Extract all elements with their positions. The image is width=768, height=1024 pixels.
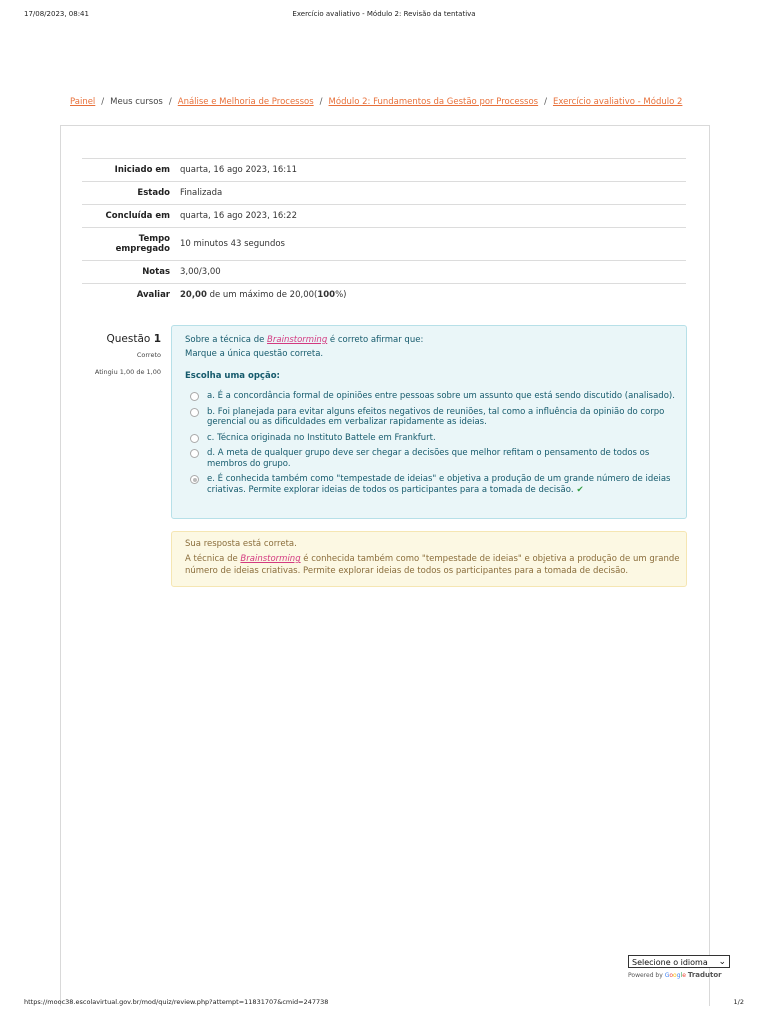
feedback-text-part: é conhecida também como "tempestade de ideias" e objetiva a produção de um grande número de ideias criativas. Permite explorar ideias de todos os participantes para a tomada de decisão. [185,554,680,576]
print-datetime: 17/08/2023, 08:41 [24,10,89,18]
grade-max: de um máximo de 20,00( [206,290,318,300]
answer-list [187,388,677,495]
answer-text: a. É a concordância formal de opiniões entre pessoas sobre um assunto que está sendo discutido (analisado). [207,391,675,401]
summary-row-state [82,182,686,205]
answer-option-a[interactable] [187,391,677,402]
radio-button-selected[interactable] [190,475,199,484]
summary-value: quarta, 16 ago 2023, 16:22 [180,211,297,221]
answer-feedback [171,531,687,587]
radio-button[interactable] [190,449,199,458]
feedback-status: Sua resposta está correta. [185,539,297,549]
language-select[interactable] [628,955,730,968]
powered-by [628,971,732,979]
summary-label: Tempo empregado [115,234,170,254]
print-title: Exercício avaliativo - Módulo 2: Revisão da tentativa [292,10,476,18]
breadcrumb-item-meus-cursos: Meus cursos [110,97,163,107]
breadcrumb-separator: / [168,97,172,107]
answer-option-c[interactable] [187,433,677,444]
question-text-emphasis: Brainstorming [267,335,328,345]
answer-option-b[interactable] [187,407,677,428]
google-logo: Google [664,972,686,979]
answer-option-e[interactable] [187,474,677,495]
answer-prompt: Escolha uma opção: [185,371,280,381]
feedback-text-emphasis: Brainstorming [240,554,301,564]
summary-row-marks [82,261,686,284]
answer-text: c. Técnica originada no Instituto Battele em Frankfurt. [207,432,436,443]
answer-text: d. A meta de qualquer grupo deve ser chegar a decisões que melhor refitam o pensamento de todos os membros do grupo. [207,448,650,469]
breadcrumb [70,97,728,107]
breadcrumb-separator: / [101,97,105,107]
grade-score: 20,00 [180,290,207,300]
grade-percent: 100 [317,290,336,300]
question-text-part: é correto afirmar que: [327,335,424,345]
question-info [81,333,161,376]
language-select-label: Selecione o idioma [632,958,708,967]
question-text-part: Sobre a técnica de [185,335,268,345]
question-label: Questão [106,333,151,345]
breadcrumb-link-painel[interactable]: Painel [70,97,96,107]
translate-product: Tradutor [687,971,722,979]
summary-value [180,284,686,307]
question-formulation [171,325,687,519]
summary-value: 10 minutos 43 segundos [180,239,285,249]
radio-button[interactable] [190,392,199,401]
summary-value: quarta, 16 ago 2023, 16:11 [180,165,297,175]
breadcrumb-link-module[interactable]: Módulo 2: Fundamentos da Gestão por Processos [328,97,539,107]
breadcrumb-link-course[interactable]: Análise e Melhoria de Processos [177,97,314,107]
question-number-value: 1 [153,333,161,345]
radio-button[interactable] [190,408,199,417]
question-state: Correto [136,351,161,359]
powered-by-label: Powered by [628,972,663,979]
print-page-number: 1/2 [733,998,744,1006]
answer-text: b. Foi planejada para evitar alguns efeitos negativos de reuniões, tal como a influência da opinião do corpo gerencial ou as dificuldades em verbalizar rapidamente as ideias. [207,406,665,427]
answer-text-wrap [207,474,677,495]
summary-label: Iniciado em [114,165,170,175]
print-url: https://mooc38.escolavirtual.gov.br/mod/quiz/review.php?attempt=11831707&cmid=247738 [24,998,329,1006]
question-instruction: Marque a única questão correta. [185,349,324,359]
summary-value: Finalizada [180,188,223,198]
summary-label: Concluída em [105,211,170,221]
quiz-review-card [60,125,710,1006]
print-footer [24,998,744,1010]
checkmark-icon: ✔ [576,484,584,495]
breadcrumb-separator: / [319,97,323,107]
answer-text: e. É conhecida também como "tempestade de ideias" e objetiva a produção de um grande número de ideias criativas. Permite explorar ideias de todos os participantes para a tomada de decisão. [207,474,671,495]
print-header [24,10,744,24]
summary-row-grade [82,284,686,307]
google-translate-widget [628,955,732,979]
summary-row-started [82,159,686,182]
breadcrumb-separator: / [544,97,547,107]
summary-value: 3,00/3,00 [180,267,221,277]
question-number [81,333,161,345]
question-text [185,333,423,361]
summary-label: Avaliar [136,290,170,300]
summary-row-completed [82,205,686,228]
feedback-text-part: A técnica de [185,554,241,564]
breadcrumb-link-quiz[interactable]: Exercício avaliativo - Módulo 2 [552,97,683,107]
question-grade: Atingiu 1,00 de 1,00 [94,368,161,376]
attempt-summary-table [82,158,686,306]
answer-option-d[interactable] [187,448,677,469]
summary-row-time-taken [82,228,686,261]
radio-button[interactable] [190,434,199,443]
summary-label: Estado [137,188,170,198]
summary-label: Notas [142,267,170,277]
grade-percent-suffix: %) [335,290,347,300]
feedback-text [185,553,680,577]
chevron-down-icon: ⌄ [718,957,726,967]
